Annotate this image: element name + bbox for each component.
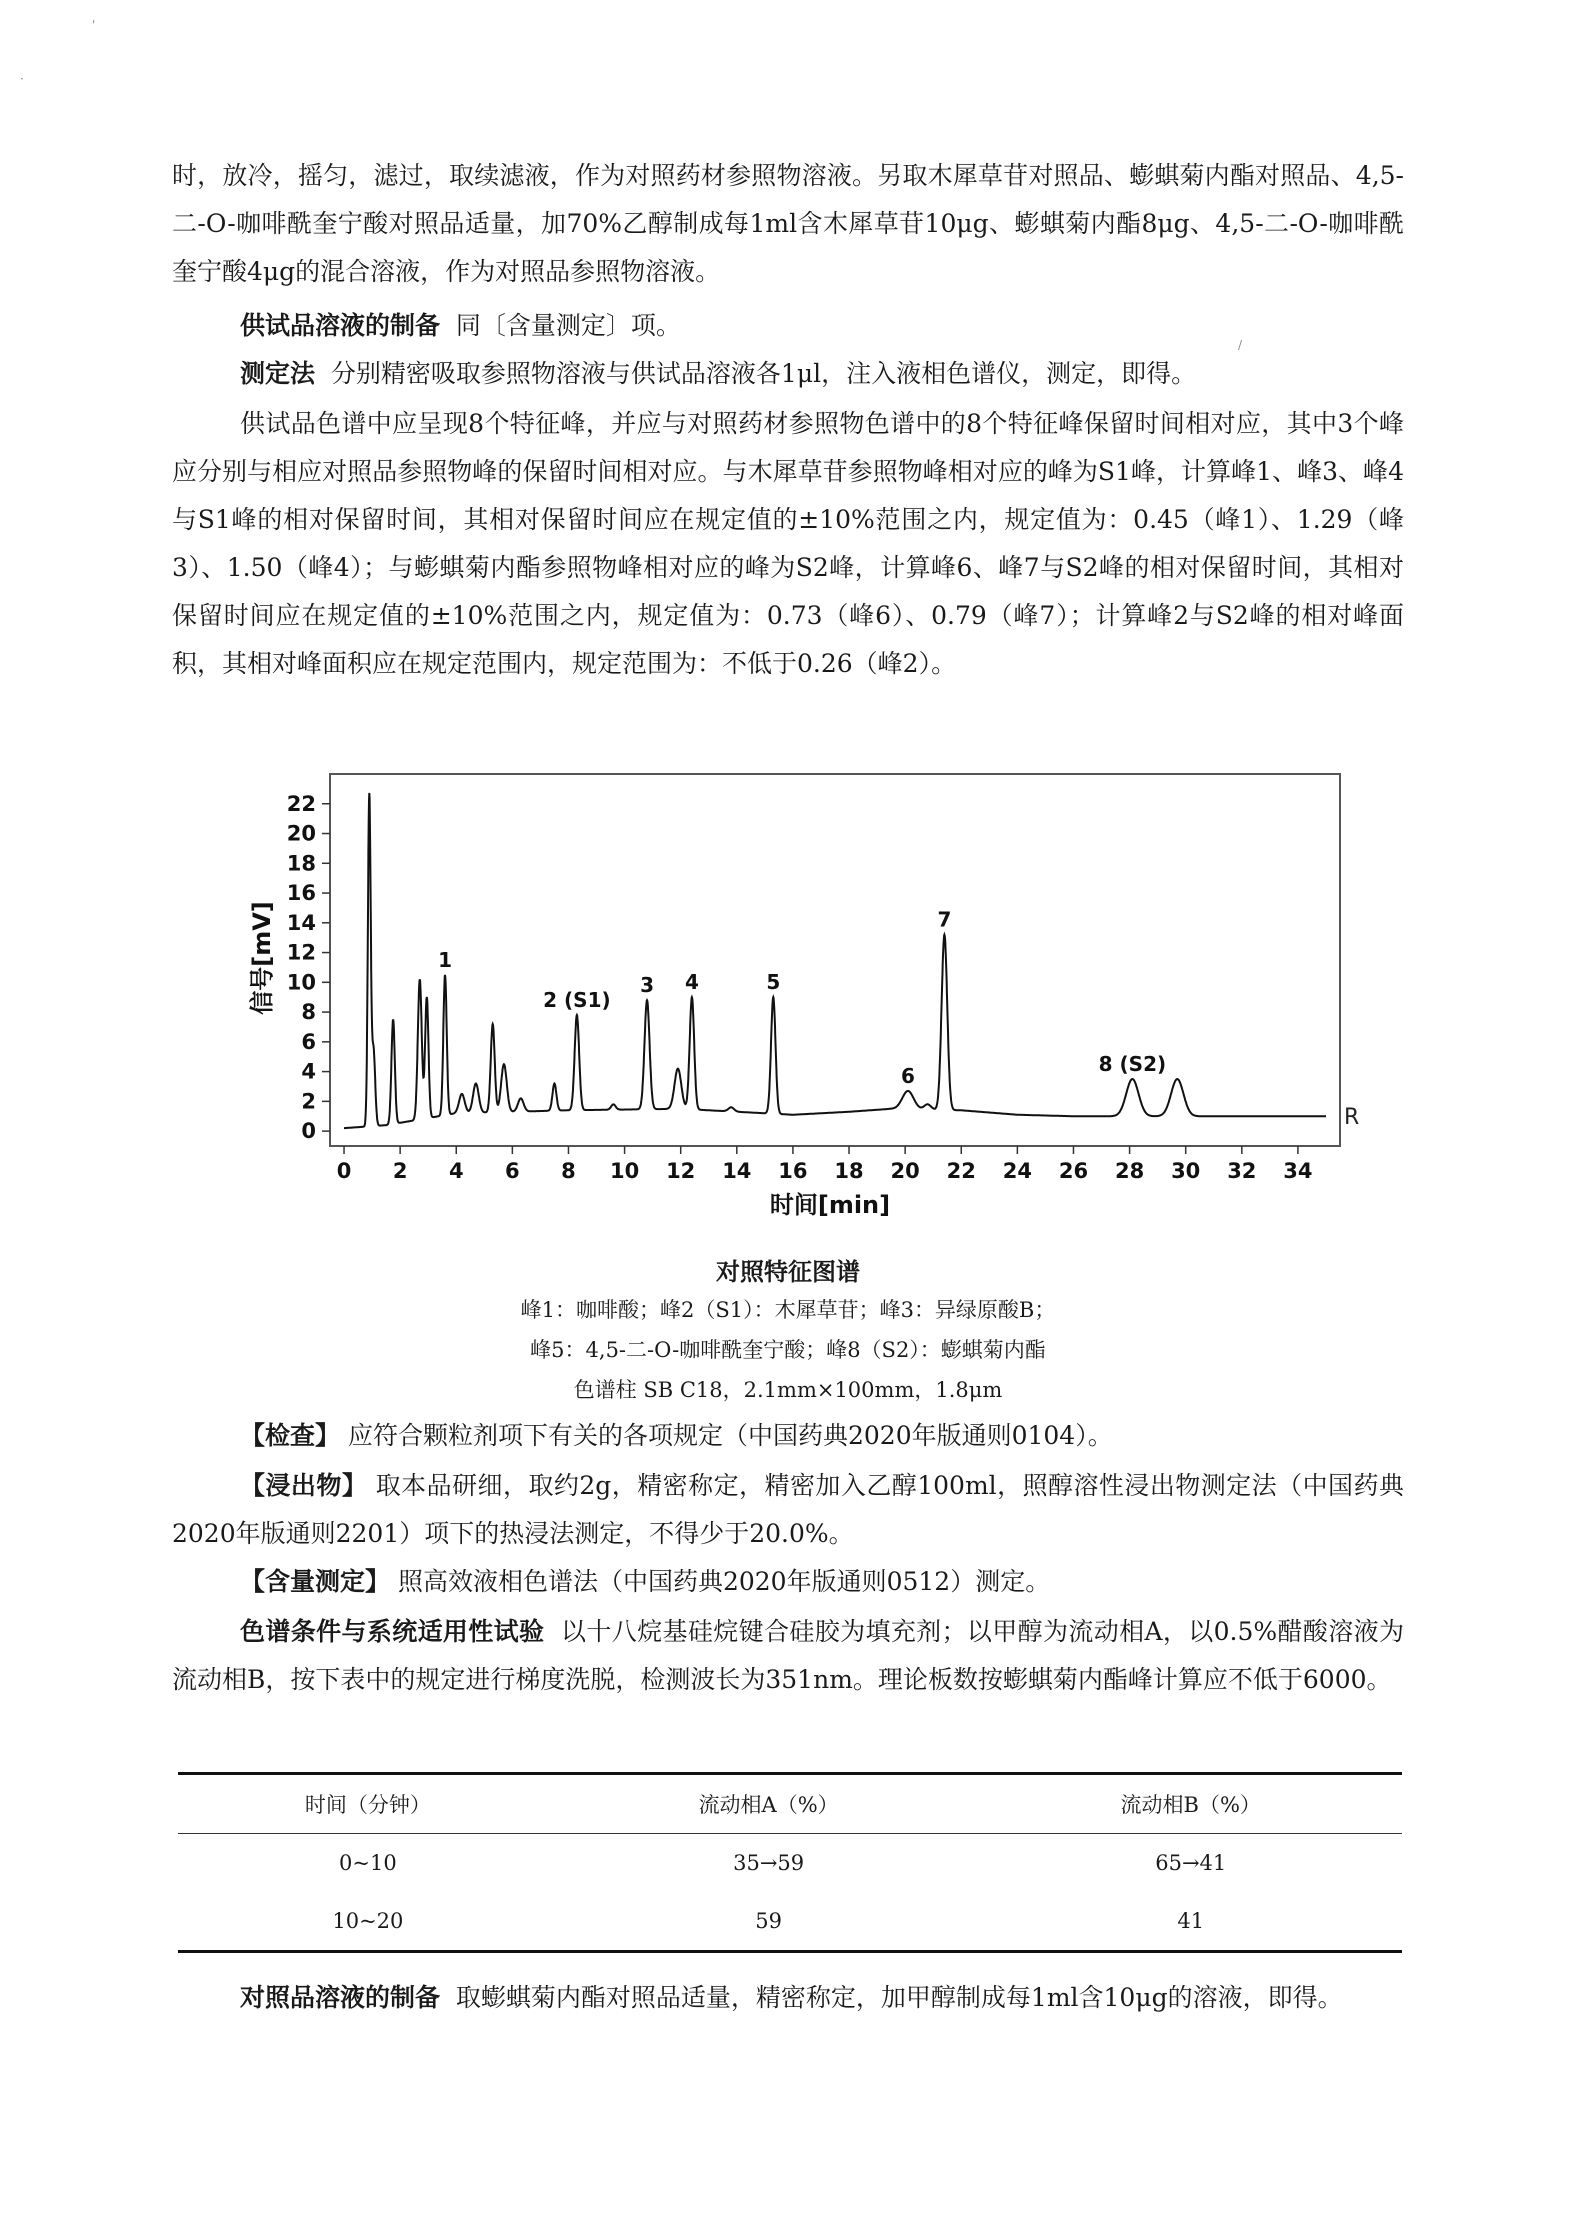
x-tick-label: 22 [946, 1159, 976, 1183]
table-header-time: 时间（分钟） [304, 1793, 431, 1817]
y-tick-label: 20 [286, 821, 316, 846]
scan-speck: · [20, 72, 24, 86]
peak-label: 6 [900, 1063, 915, 1088]
x-tick-label: 4 [448, 1159, 464, 1183]
paragraph-method [172, 350, 1404, 398]
extract-text: 取本品研细，取约2g，精密称定，精密加入乙醇100ml，照醇溶性浸出物测定法（中国药典2020年版通则2201）项下的热浸法测定，不得少于20.0%。 [172, 1471, 1404, 1548]
conditions-heading: 色谱条件与系统适用性试验 [240, 1617, 545, 1646]
reference-heading: 对照品溶液的制备 [240, 1983, 441, 2012]
section-assay [172, 1558, 1404, 1606]
x-tick-label: 6 [505, 1159, 520, 1183]
table-cell: 59 [755, 1909, 782, 1933]
x-tick-label: 20 [890, 1159, 920, 1183]
section-conditions [172, 1608, 1404, 1704]
figure-caption-line-3: 色谱柱 SB C18，2.1mm×100mm，1.8μm [573, 1378, 1003, 1402]
paragraph-reference-solution: 时，放冷，摇匀，滤过，取续滤液，作为对照药材参照物溶液。另取木犀草苷对照品、蟛蜞菊内酯对照品、4,5-二-O-咖啡酰奎宁酸对照品适量，加70%乙醇制成每1ml含木犀草苷10μg、蟛蜞菊内酯8μg、4,5-二-O-咖啡酰奎宁酸4μg的混合溶液，作为对照品参照物溶液。 [172, 161, 1404, 286]
peak-label: 5 [766, 970, 781, 995]
peak-label: 8 (S2) [1098, 1052, 1167, 1077]
y-tick-label: 10 [286, 970, 316, 995]
x-tick-label: 10 [609, 1159, 640, 1183]
table-header-phase-b: 流动相B（%） [1120, 1793, 1261, 1817]
reference-text: 取蟛蜞菊内酯对照品适量，精密称定，加甲醇制成每1ml含10μg的溶液，即得。 [455, 1983, 1343, 2012]
figure-caption-title: 对照特征图谱 [716, 1258, 860, 1286]
y-tick-label: 16 [286, 881, 316, 906]
y-tick-label: 18 [286, 851, 316, 876]
check-heading: 【检查】 [240, 1421, 341, 1450]
y-tick-label: 12 [286, 940, 316, 965]
x-tick-label: 8 [561, 1159, 576, 1183]
table-cell: 41 [1177, 1909, 1205, 1933]
peak-label: 2 (S1) [543, 988, 611, 1013]
scan-speck: / [1238, 338, 1243, 352]
y-tick-label: 4 [301, 1059, 316, 1084]
method-text: 分别精密吸取参照物溶液与供试品溶液各1μl，注入液相色谱仪，测定，即得。 [330, 359, 1197, 388]
y-tick-label: 2 [301, 1089, 316, 1114]
x-tick-label: 0 [336, 1159, 352, 1183]
peak-label: 7 [937, 907, 952, 932]
section-check [172, 1412, 1404, 1460]
table-row [178, 1892, 1402, 1952]
table-header-row [178, 1774, 1402, 1834]
assay-text: 照高效液相色谱法（中国药典2020年版通则0512）测定。 [397, 1567, 1051, 1596]
extract-heading: 【浸出物】 [240, 1471, 368, 1500]
figure-caption-line-2: 峰5：4,5-二-O-咖啡酰奎宁酸；峰8（S2）：蟛蜞菊内酯 [530, 1338, 1046, 1362]
x-tick-label: 14 [722, 1159, 752, 1183]
scan-speck: ' [92, 18, 96, 32]
section-extract [172, 1462, 1404, 1558]
table-cell: 0~10 [339, 1851, 397, 1875]
table-header-phase-a: 流动相A（%） [698, 1793, 839, 1817]
check-text: 应符合颗粒剂项下有关的各项规定（中国药典2020年版通则0104）。 [347, 1421, 1113, 1450]
x-tick-label: 12 [666, 1159, 696, 1183]
gradient-table [178, 1772, 1402, 1953]
test-solution-text: 同〔含量测定〕项。 [455, 311, 681, 340]
x-tick-label: 28 [1114, 1159, 1145, 1183]
x-tick-label: 30 [1171, 1159, 1201, 1183]
y-axis-title: 信号[mV] [248, 901, 276, 1015]
figure-caption-line-1: 峰1：咖啡酸；峰2（S1）：木犀草苷；峰3：异绿原酸B； [520, 1298, 1056, 1322]
method-heading: 测定法 [240, 359, 316, 388]
peak-label: 3 [640, 973, 654, 998]
table-cell: 65→41 [1155, 1851, 1227, 1875]
x-tick-label: 16 [778, 1159, 808, 1183]
table-row [178, 1834, 1402, 1893]
y-tick-label: 0 [301, 1119, 316, 1144]
x-tick-label: 34 [1283, 1159, 1313, 1183]
paragraph-peak-criteria: 供试品色谱中应呈现8个特征峰，并应与对照药材参照物色谱中的8个特征峰保留时间相对应，其中3个峰应分别与相应对照品参照物峰的保留时间相对应。与木犀草苷参照物峰相对应的峰为S1峰，计算峰1、峰3、峰4与S1峰的相对保留时间，其相对保留时间应在规定值的±10%范围之内，规定值为：0.45（峰1）、1.29（峰3）、1.50（峰4）；与蟛蜞菊内酯参照物峰相对应的峰为S2峰，计算峰6、峰7与S2峰的相对保留时间，其相对保留时间应在规定值的±10%范围之内，规定值为：0.73（峰6）、0.79（峰7）；计算峰2与S2峰的相对峰面积，其相对峰面积应在规定范围内，规定范围为：不低于0.26（峰2）。 [172, 409, 1404, 678]
plot-frame [330, 774, 1340, 1146]
y-tick-label: 14 [286, 910, 316, 935]
peak-label: 1 [438, 947, 452, 972]
chromatogram-chart [240, 758, 1370, 1248]
trace-end-label: R [1344, 1105, 1360, 1131]
x-tick-label: 18 [834, 1159, 864, 1183]
peak-label: 4 [684, 970, 699, 995]
conditions-text: 以十八烷基硅烷键合硅胶为填充剂；以甲醇为流动相A，以0.5%醋酸溶液为流动相B，按下表中的规定进行梯度洗脱，检测波长为351nm。理论板数按蟛蜞菊内酯峰计算应不低于6000。 [172, 1617, 1404, 1694]
paragraph-test-solution [172, 302, 1404, 350]
x-tick-label: 26 [1058, 1159, 1089, 1183]
table-cell: 10~20 [332, 1909, 404, 1933]
x-tick-label: 24 [1002, 1159, 1032, 1183]
table-cell: 35→59 [733, 1851, 805, 1875]
section-reference-solution [172, 1974, 1404, 2022]
chromatogram-trace [344, 793, 1326, 1128]
y-tick-label: 22 [286, 791, 316, 816]
y-tick-label: 6 [301, 1029, 316, 1054]
assay-heading: 【含量测定】 [240, 1567, 391, 1596]
x-tick-label: 2 [392, 1159, 408, 1183]
x-tick-label: 32 [1227, 1159, 1257, 1183]
x-axis-title: 时间[min] [769, 1191, 891, 1219]
y-tick-label: 8 [301, 1000, 316, 1025]
test-solution-heading: 供试品溶液的制备 [240, 311, 441, 340]
